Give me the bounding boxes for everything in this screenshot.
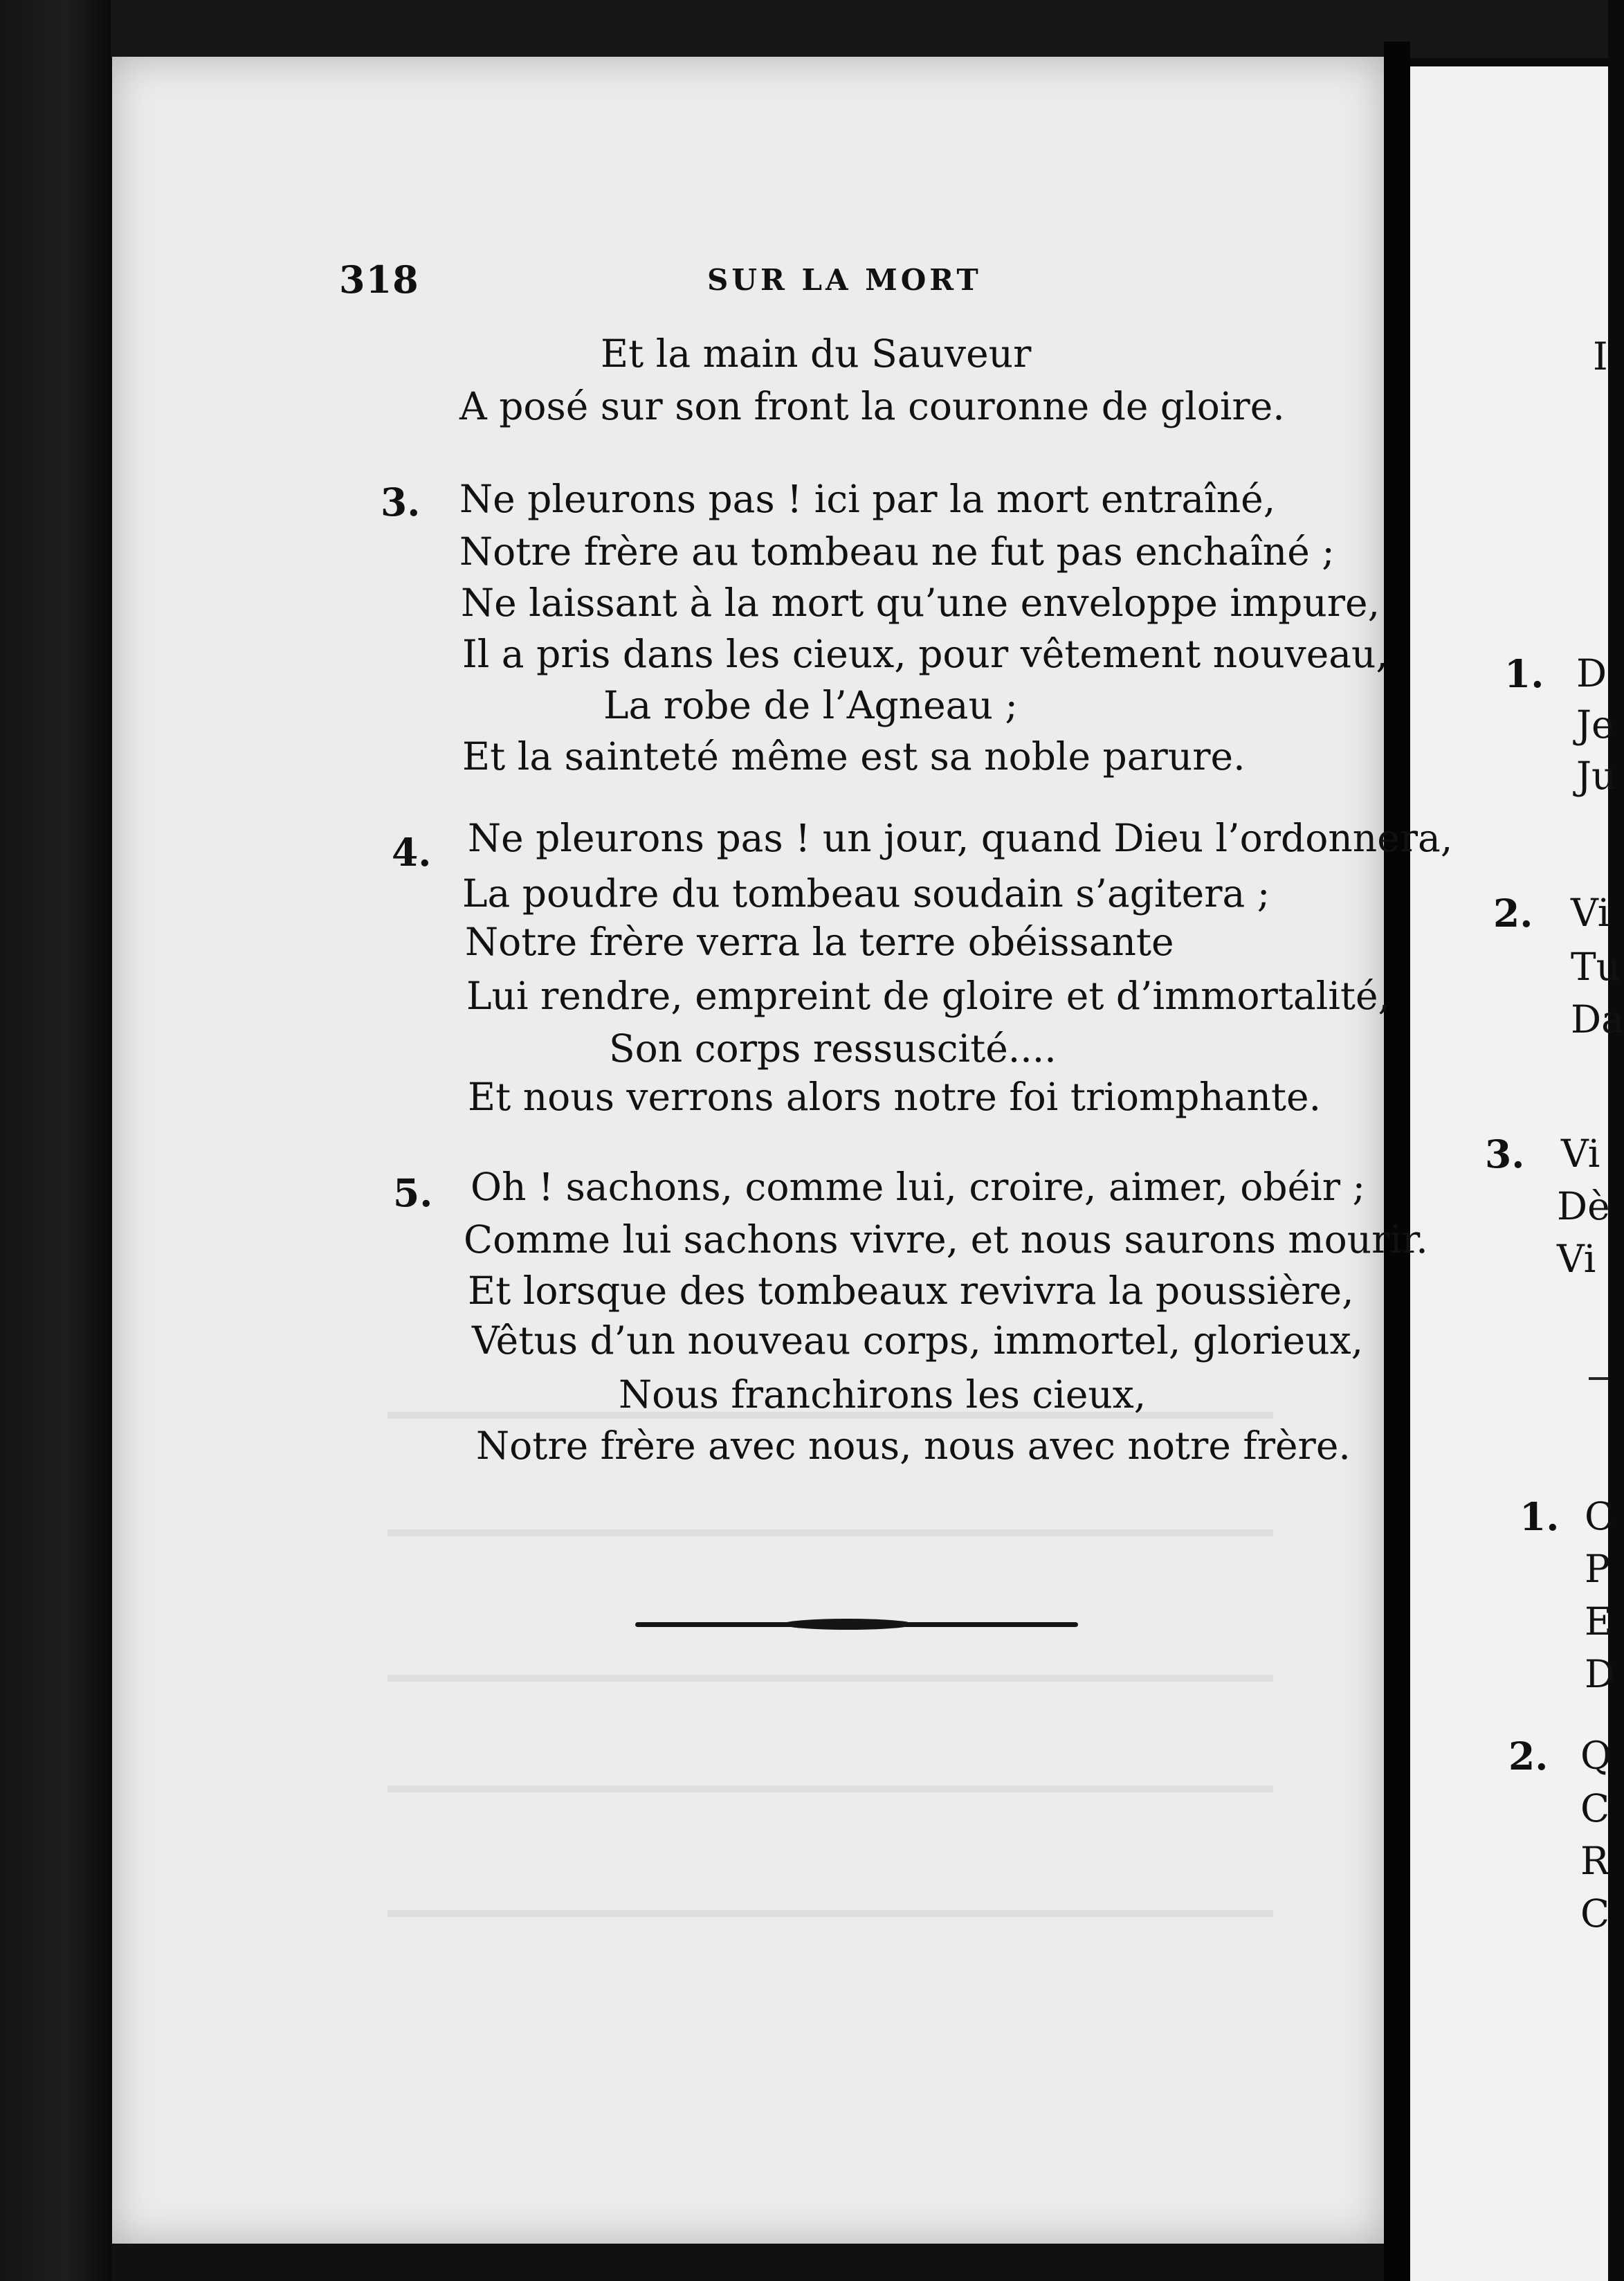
verse-line: Son corps ressuscité.... bbox=[609, 1026, 1057, 1071]
right-page-rule bbox=[1589, 1377, 1608, 1380]
stanza-number: 3. bbox=[381, 480, 421, 525]
right-page-fragment: Je bbox=[1576, 702, 1614, 747]
verse-line: Et la sainteté même est sa noble parure. bbox=[462, 734, 1246, 779]
verse-line: Lui rendre, empreint de gloire et d’immortalité, bbox=[466, 974, 1391, 1018]
stanza-number: 5. bbox=[393, 1170, 433, 1215]
verse-line: La robe de l’Agneau ; bbox=[603, 683, 1018, 727]
verse-line: A posé sur son front la couronne de gloire. bbox=[459, 384, 1285, 428]
right-page-fragment: C bbox=[1580, 1891, 1610, 1936]
verse-line: Et nous verrons alors notre foi triomphante. bbox=[468, 1075, 1322, 1119]
right-page-fragment: Vi bbox=[1561, 1132, 1600, 1176]
verse-line: Et la main du Sauveur bbox=[601, 331, 1032, 376]
verse-line: Comme lui sachons vivre, et nous saurons mourir. bbox=[464, 1217, 1428, 1262]
right-page-fragment: Vi bbox=[1557, 1237, 1596, 1281]
book-gutter bbox=[1384, 42, 1410, 2281]
right-page-fragment: E bbox=[1585, 1599, 1613, 1644]
right-page-fragment: D bbox=[1576, 651, 1607, 696]
right-stanza-number: 1. bbox=[1504, 651, 1544, 696]
show-through-line bbox=[387, 1785, 1273, 1792]
right-stanza-number: 1. bbox=[1520, 1494, 1560, 1539]
right-page-fragment: Tu bbox=[1571, 945, 1621, 989]
verse-line: Notre frère avec nous, nous avec notre frère. bbox=[476, 1424, 1351, 1468]
verse-line: La poudre du tombeau soudain s’agitera ; bbox=[462, 871, 1270, 916]
verse-line: Et lorsque des tombeaux revivra la poussière, bbox=[468, 1269, 1354, 1313]
right-stanza-number: 2. bbox=[1493, 891, 1533, 936]
scan-border-top bbox=[0, 0, 1608, 58]
right-page-fragment: P bbox=[1585, 1547, 1611, 1591]
verse-line: Ne laissant à la mort qu’une enveloppe impure, bbox=[461, 581, 1380, 625]
right-page-fragment: Ju bbox=[1576, 754, 1616, 798]
right-page-fragment: C bbox=[1580, 1786, 1610, 1830]
right-stanza-number: 2. bbox=[1508, 1734, 1549, 1779]
verse-line: Oh ! sachons, comme lui, croire, aimer, obéir ; bbox=[471, 1165, 1366, 1209]
verse-line: Notre frère au tombeau ne fut pas enchaîné ; bbox=[459, 529, 1335, 574]
right-stanza-number: 3. bbox=[1485, 1132, 1525, 1176]
right-page-fragment: Vi bbox=[1571, 891, 1610, 935]
verse-line: Ne pleurons pas ! un jour, quand Dieu l’ordonnera, bbox=[468, 816, 1453, 860]
verse-line: Nous franchirons les cieux, bbox=[619, 1372, 1147, 1417]
verse-line: Notre frère verra la terre obéissante bbox=[465, 920, 1174, 964]
section-rule-swell bbox=[782, 1619, 913, 1630]
show-through-line bbox=[387, 1910, 1273, 1917]
page-number: 318 bbox=[339, 257, 419, 302]
right-page-fragment: D bbox=[1585, 1652, 1616, 1696]
scan-border-bottom bbox=[112, 2244, 1384, 2281]
verse-line: Il a pris dans les cieux, pour vêtement nouveau, bbox=[462, 632, 1388, 676]
running-head: SUR LA MORT bbox=[707, 263, 982, 297]
verse-line: Ne pleurons pas ! ici par la mort entraîné, bbox=[459, 477, 1276, 521]
right-page-fragment: Da bbox=[1571, 997, 1624, 1042]
show-through-line bbox=[387, 1529, 1273, 1536]
right-page-fragment: Q bbox=[1580, 1734, 1612, 1778]
right-page-fragment: R bbox=[1580, 1839, 1609, 1883]
right-page-fragment: C bbox=[1585, 1494, 1614, 1538]
verse-line: Vêtus d’un nouveau corps, immortel, glorieux, bbox=[472, 1318, 1364, 1363]
right-page-fragment: I bbox=[1593, 334, 1608, 379]
show-through-line bbox=[387, 1675, 1273, 1682]
right-page-fragment: Dè bbox=[1557, 1184, 1610, 1228]
stanza-number: 4. bbox=[392, 830, 432, 875]
scan-border-left bbox=[0, 0, 111, 2281]
